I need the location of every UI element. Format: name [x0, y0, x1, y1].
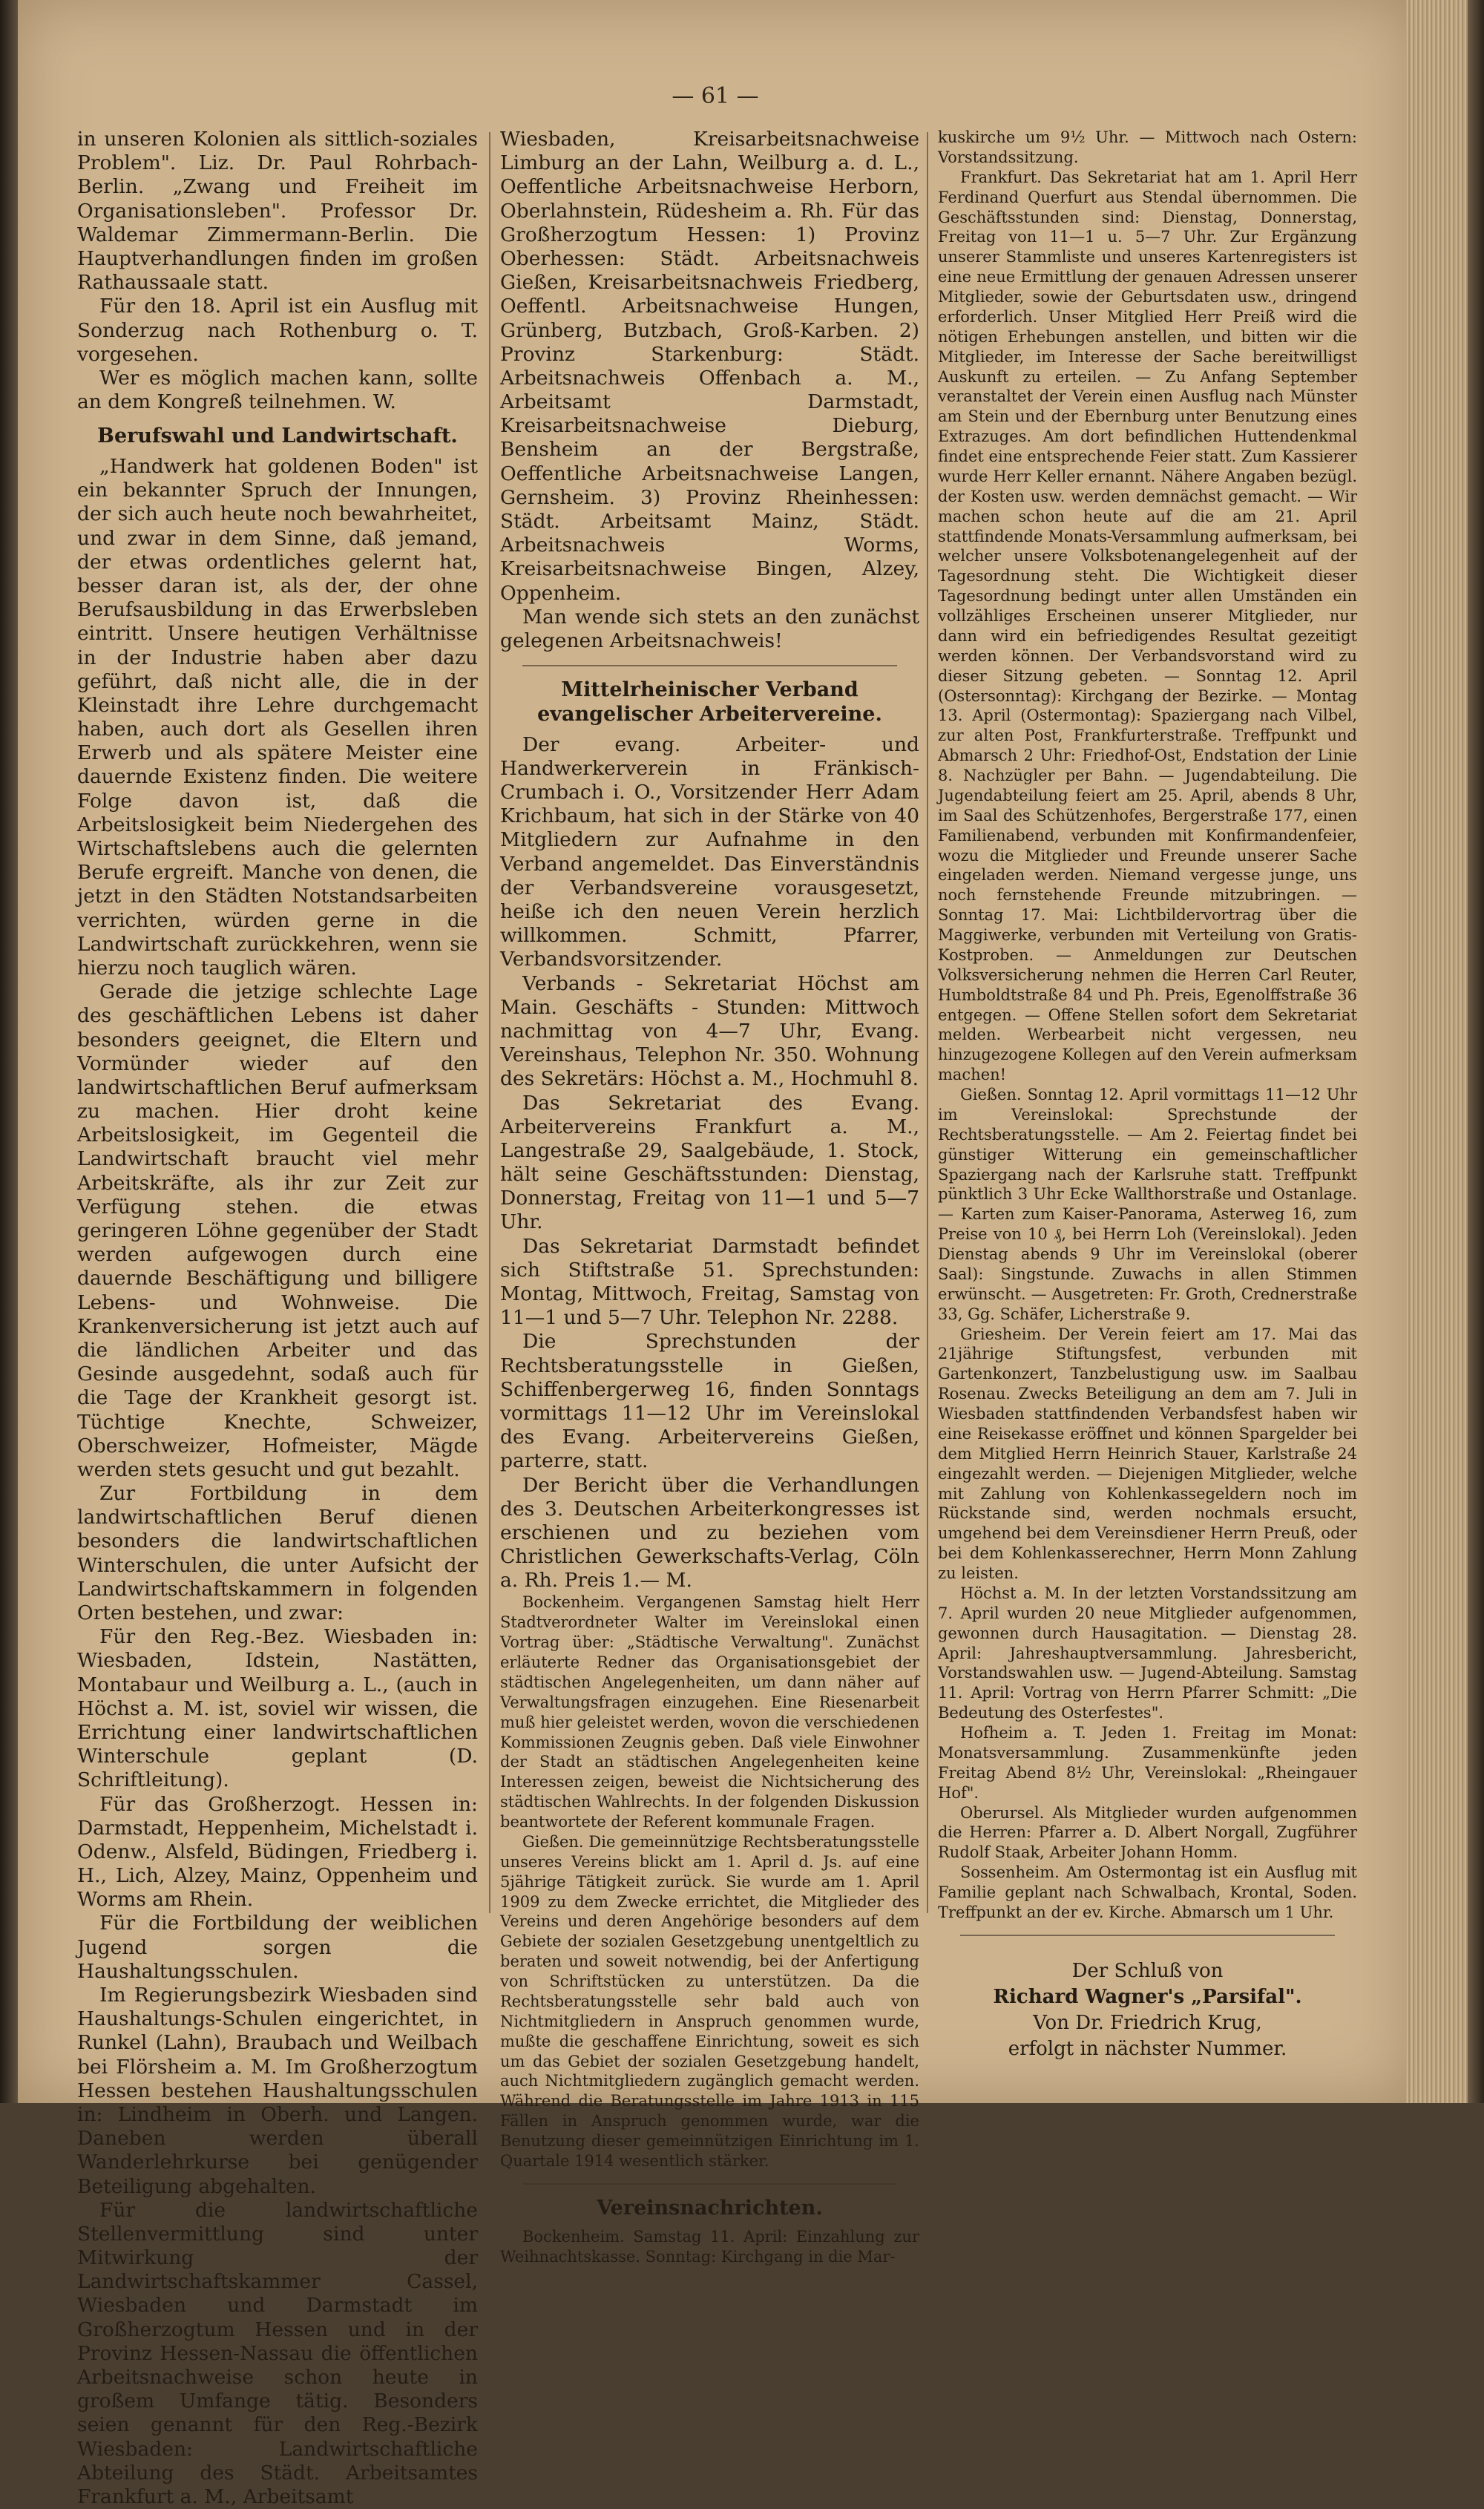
paragraph: Für die Fortbildung der weiblichen Jugend sorgen die Haushaltungsschulen.: [77, 1912, 478, 1983]
section-heading: Vereinsnachrichten.: [597, 2196, 823, 2220]
paragraph: Gerade die jetzige schlechte Lage des geschäftlichen Lebens ist daher besonders geeignet, die Eltern und Vormünder wieder auf den landwirtschaftlichen Beruf aufmerksam zu machen. Hier droht keine Arbeitslosigkeit, im Gegenteil die Landwirtschaft braucht viel mehr Arbeitskräfte, als ihr zur Zeit zur Verfügung stehen. die etwas geringeren Löhne gegenüber der Stadt werden aufgewogen durch eine dauernde Beschäftigung und billigere Lebens- und Wohnweise. Die Krankenversicherung ist jetzt auch auf die ländlichen Arbeiter und das Gesinde ausgedehnt, sodaß auch für die Tage der Krankheit gesorgt ist. Tüchtige Knechte, Schweizer, Oberschweizer, Hofmeister, Mägde werden stets gesucht und gut bezahlt.: [77, 980, 478, 1481]
paragraph: Bockenheim. Samstag 11. April: Einzahlung zur Weihnachtskasse. Sonntag: Kirchgang in die Mar-: [500, 2227, 919, 2266]
closing-line: Richard Wagner's „Parsifal".: [993, 1985, 1302, 2008]
paragraph: Frankfurt. Das Sekretariat hat am 1. April Herr Ferdinand Querfurt aus Stendal übernommen. Die Geschäftsstunden sind: Dienstag, Donnerstag, Freitag von 11—1 u. 5—7 Uhr. Zur Ergänzung unserer Stammliste und unseres Kartenregisters ist eine neue Ermittlung der genauen Adressen unserer Mitglieder, sowie der Geburtsdaten usw., dringend erforderlich. Unser Mitglied Herr Preiß wird die nötigen Erhebungen anstellen, und bitten wir die Mitglieder, im Interesse der Sache bereitwilligst Auskunft zu erteilen. — Zu Anfang September veranstaltet der Verein einen Ausflug nach Münster am Stein und der Ebernburg unter Benutzung eines Extrazuges. Am dort befindlichen Huttendenkmal findet eine entsprechende Feier statt. Zum Kassierer wurde Herr Keller ernannt. Nähere Angaben bezügl. der Kosten usw. werden demnächst gemacht. — Wir machen schon heute auf die am 21. April stattfindende Monats-Versammlung aufmerksam, bei welcher unsere Volksbotenangelegenheit auf der Tagesordnung steht. Die Wichtigkeit dieser Tagesordnung bedingt unter allen Umständen ein vollzähliges Erscheinen unserer Mitglieder, nur dann wird ein befriedigendes Resultat gezeitigt werden können. Der Verbandsvorstand wird zu dieser Sitzung gebeten. — Sonntag 12. April (Ostersonntag): Kirchgang der Bezirke. — Montag 13. April (Ostermontag): Spaziergang nach Vilbel, zur alten Post, Frankfurterstraße. Treffpunkt und Abmarsch 2 Uhr: Friedhof-Ost, Endstation der Linie 8. Nachzügler per Bahn. — Jugendabteilung. Die Jugendabteilung feiert am 25. April, abends 8 Uhr, im Saal des Schützenhofes, Bergerstraße 177, einen Familienabend, verbunden mit Konfirmandenfeier, wozu die Mitglieder und Freunde unserer Sache eingeladen werden. Niemand vergesse junge, uns noch fernstehende Freunde mitzubringen. — Sonntag 17. Mai: Lichtbildervortrag über die Maggiwerke, verbunden mit Verteilung von Gratis-Kostproben. — Anmeldungen zur Deutschen Volksversicherung nehmen die Herren Carl Reuter, Humboldtstraße 84 und Ph. Preis, Egenolffstraße 36 entgegen. — Offene Stellen sofort dem Sekretariat melden. Werbearbeit nicht vergessen, neu hinzugezogene Kollegen auf den Verein aufmerksam machen!: [938, 168, 1357, 1084]
closing-line: erfolgt in nächster Nummer.: [1008, 2038, 1287, 2061]
closing-line: Der Schluß von: [1071, 1959, 1224, 1982]
article-heading: Berufswahl und Landwirtschaft.: [97, 424, 458, 448]
paragraph: Wiesbaden, Kreisarbeitsnachweise Limburg an der Lahn, Weilburg a. d. L., Oeffentliche Arbeitsnachweise Herborn, Oberlahnstein, Rüdesheim a. Rh. Für das Großherzogtum Hessen: 1) Provinz Oberhessen: Städt. Arbeitsnachweis Gießen, Kreisarbeitsnachweis Friedberg, Oeffentl. Arbeitsnachweise Hungen, Grünberg, Butzbach, Groß-Karben. 2) Provinz Starkenburg: Städt. Arbeitsnachweis Offenbach a. M., Arbeitsamt Darmstadt, Kreisarbeitsnachweise Dieburg, Bensheim an der Bergstraße, Oeffentliche Arbeitsnachweise Langen, Gernsheim. 3) Provinz Rheinhessen: Städt. Arbeitsamt Mainz, Städt. Arbeitsnachweis Worms, Kreisarbeitsnachweise Bingen, Alzey, Oppenheim.: [500, 128, 919, 605]
paragraph: Das Sekretariat des Evang. Arbeitervereins Frankfurt a. M., Langestraße 29, Saalgebäude, 1. Stock, hält seine Geschäftsstunden: Dienstag, Donnerstag, Freitag von 11—1 und 5—7 Uhr.: [500, 1091, 919, 1234]
section-rule: [960, 1935, 1335, 1936]
paragraph: Für den Reg.-Bez. Wiesbaden in: Wiesbaden, Idstein, Nastätten, Montabaur und Weilburg a. L., (auch in Höchst a. M. ist, soviel wir wissen, die Errichtung einer landwirtschaftlichen Winterschule geplant (D. Schriftleitung).: [77, 1625, 478, 1792]
column-1: [77, 128, 478, 2509]
paragraph: Zur Fortbildung in dem landwirtschaftlichen Beruf dienen besonders die landwirtschaftlichen Winterschulen, die unter Aufsicht der Landwirtschaftskammern in folgenden Orten bestehen, und zwar:: [77, 1482, 478, 1625]
page-number: — 61 —: [672, 83, 759, 109]
paragraph: Im Regierungsbezirk Wiesbaden sind Haushaltungs-Schulen eingerichtet, in Runkel (Lahn), Braubach und Weilbach bei Flörsheim a. M. Im Großherzogtum Hessen bestehen Haushaltungsschulen in: Lindheim in Oberh. und Langen. Daneben werden überall Wanderlehrkurse bei genügender Beteiligung abgehalten.: [77, 1984, 478, 2198]
paragraph: Der evang. Arbeiter- und Handwerkerverein in Fränkisch-Crumbach i. O., Vorsitzender Herr Adam Krichbaum, hat sich in der Stärke von 40 Mitgliedern zur Aufnahme in den Verband angemeldet. Das Einverständnis der Verbandsvereine vorausgesetzt, heiße ich den neuen Verein herzlich willkommen. Schmitt, Pfarrer, Verbandsvorsitzender.: [500, 732, 919, 971]
article-heading: Mittelrheinischer Verband evangelischer Arbeitervereine.: [537, 678, 882, 726]
closing-line: Von Dr. Friedrich Krug,: [1033, 2011, 1262, 2034]
column-2: [500, 128, 919, 2266]
paragraph: „Handwerk hat goldenen Boden" ist ein bekannter Spruch der Innungen, der sich auch heute noch bewahrheitet, und zwar in dem Sinne, daß jemand, der etwas ordentliches gelernt hat, besser daran ist, als der, der ohne Berufsausbildung in das Erwerbsleben eintritt. Unsere heutigen Verhältnisse in der Industrie haben aber dazu geführt, daß nicht alle, die in der Kleinstadt ihre Lehre durchgemacht haben, auch dort als Gesellen ihren Erwerb und als spätere Meister eine dauernde Existenz finden. Die weitere Folge davon ist, daß die Arbeitslosigkeit beim Niedergehen des Wirtschaftslebens auch die gelernten Berufe ergreift. Manche von denen, die jetzt in den Städten Notstandsarbeiten verrichten, würden gerne in die Landwirtschaft zurückkehren, wenn sie hierzu noch tauglich wären.: [77, 455, 478, 980]
paragraph: Für den 18. April ist ein Ausflug mit Sonderzug nach Rothenburg o. T. vorgesehen.: [77, 295, 478, 366]
paragraph: Griesheim. Der Verein feiert am 17. Mai das 21jährige Stiftungsfest, verbunden mit Gartenkonzert, Tanzbelustigung usw. im Saalbau Rosenau. Zwecks Beteiligung an dem am 7. Juli in Wiesbaden stattfindenden Verbandsfest haben wir eine Reisekasse eröffnet und können Spargelder bei dem Mitglied Herrn Heinrich Stauer, Karlstraße 24 eingezahlt werden. — Diejenigen Mitglieder, welche mit Zahlung von Kohlenkassegeldern noch im Rückstande sind, werden nochmals ersucht, umgehend bei dem Vereinsdiener Herrn Preuß, oder bei dem Kohlenkasserechner, Herrn Monn Zahlung zu leisten.: [938, 1325, 1357, 1582]
paragraph: Gießen. Die gemeinnützige Rechtsberatungsstelle unseres Vereins blickt am 1. April d. Js. auf eine 5jährige Tätigkeit zurück. Sie wurde am 1. April 1909 zu dem Zwecke errichtet, die Mitglieder des Vereins und deren Angehörige besonders auf dem Gebiete der sozialen Gesetzgebung unentgeltlich zu beraten und soweit notwendig, bei der Anfertigung von Schriftstücken zu unterstützen. Da die Rechtsberatungsstelle sehr bald auch von Nichtmitgliedern in Anspruch genommen wurde, mußte die geschaffene Einrichtung, soweit es sich um das Gebiet der sozialen Gesetzgebung handelt, auch Nichtmitgliedern zugänglich gemacht werden. Während die Beratungsstelle im Jahre 1913 in 115 Fällen in Anspruch genommen wurde, war die Benutzung dieser gemeinnützigen Einrichtung im 1. Quartale 1914 wesentlich stärker.: [500, 1832, 919, 2170]
section-rule: [522, 2183, 897, 2185]
paragraph: Das Sekretariat Darmstadt befindet sich Stiftstraße 51. Sprechstunden: Montag, Mittwoch, Freitag, Samstag von 11—1 und 5—7 Uhr. Telephon Nr. 2288.: [500, 1234, 919, 1330]
newspaper-page: [18, 0, 1413, 2508]
paragraph: Für die landwirtschaftliche Stellenvermittlung sind unter Mitwirkung der Landwirtschaftskammer Cassel, Wiesbaden und Darmstadt im Großherzogtum Hessen und in der Provinz Hessen-Nassau die öffentlichen Arbeitsnachweise schon heute in großem Umfange tätig. Besonders seien genannt für den Reg.-Bezirk Wiesbaden: Landwirtschaftliche Abteilung des Städt. Arbeitsamtes Frankfurt a. M., Arbeitsamt: [77, 2198, 478, 2508]
paragraph: Gießen. Sonntag 12. April vormittags 11—12 Uhr im Vereinslokal: Sprechstunde der Rechtsberatungsstelle. — Am 2. Feiertag findet bei günstiger Witterung ein gemeinschaftlicher Spaziergang nach der Karlsruhe statt. Treffpunkt pünktlich 3 Uhr Ecke Wallthorstraße und Ostanlage. — Karten zum Kaiser-Panorama, Asterweg 16, zum Preise von 10 ₰, bei Herrn Loh (Vereinslokal). Jeden Dienstag abends 9 Uhr im Vereinslokal (oberer Saal): Singstunde. Zuwachs in allen Stimmen erwünscht. — Ausgetreten: Fr. Groth, Crednerstraße 33, Gg. Schäfer, Licherstraße 9.: [938, 1086, 1357, 1323]
paragraph: kuskirche um 9½ Uhr. — Mittwoch nach Ostern: Vorstandssitzung.: [938, 128, 1357, 166]
paragraph: in unseren Kolonien als sittlich-soziales Problem". Liz. Dr. Paul Rohrbach-Berlin. „Zwang und Freiheit im Organisationsleben". Professor Dr. Waldemar Zimmermann-Berlin. Die Hauptverhandlungen finden im großen Rathaussaale statt.: [77, 128, 478, 295]
paragraph: Für das Großherzogt. Hessen in: Darmstadt, Heppenheim, Michelstadt i. Odenw., Alsfeld, Büdingen, Friedberg i. H., Lich, Alzey, Mainz, Oppenheim und Worms am Rhein.: [77, 1792, 478, 1912]
paragraph: Sossenheim. Am Ostermontag ist ein Ausflug mit Familie geplant nach Schwalbach, Krontal, Soden. Treffpunkt an der ev. Kirche. Abmarsch um 1 Uhr.: [938, 1863, 1357, 1921]
paragraph: Verbands - Sekretariat Höchst am Main. Geschäfts - Stunden: Mittwoch nachmittag von 4—7 Uhr, Evang. Vereinshaus, Telephon Nr. 350. Wohnung des Sekretärs: Höchst a. M., Hochmuhl 8.: [500, 971, 919, 1091]
paragraph: Oberursel. Als Mitglieder wurden aufgenommen die Herren: Pfarrer a. D. Albert Norgall, Zugführer Rudolf Staak, Arbeiter Johann Homm.: [938, 1803, 1357, 1862]
paragraph: Höchst a. M. In der letzten Vorstandssitzung am 7. April wurden 20 neue Mitglieder aufgenommen, gewonnen durch Hausagitation. — Dienstag 28. April: Jahreshauptversammlung. Jahresbericht, Vorstandswahlen usw. — Jugend-Abteilung. Samstag 11. April: Vortrag von Herrn Pfarrer Schmitt: „Die Bedeutung des Osterfestes".: [938, 1584, 1357, 1722]
book-binding-right: [1468, 0, 1484, 2103]
column-divider: [489, 132, 490, 1913]
section-rule: [522, 665, 897, 666]
closing-notice: [938, 1958, 1357, 2062]
paragraph: Wer es möglich machen kann, sollte an dem Kongreß teilnehmen. W.: [77, 366, 478, 414]
column-divider: [927, 132, 928, 1913]
paragraph: Der Bericht über die Verhandlungen des 3. Deutschen Arbeiterkongresses ist erschienen und zu beziehen vom Christlichen Gewerkschafts-Verlag, Cöln a. Rh. Preis 1.— M.: [500, 1473, 919, 1593]
paragraph: Hofheim a. T. Jeden 1. Freitag im Monat: Monatsversammlung. Zusammenkünfte jeden Freitag Abend 8½ Uhr, Vereinslokal: „Rheingauer Hof".: [938, 1724, 1357, 1802]
column-3: [938, 128, 1357, 2062]
paragraph: Man wende sich stets an den zunächst gelegenen Arbeitsnachweis!: [500, 605, 919, 652]
paragraph: Bockenheim. Vergangenen Samstag hielt Herr Stadtverordneter Walter im Vereinslokal einen Vortrag über: „Städtische Verwaltung". Zunächst erläuterte Redner das Organisationsgebiet der städtischen Angelegenheiten, um dann näher auf Verwaltungsfragen einzugehen. Eine Riesenarbeit muß hier geleistet werden, wovon die verschiedenen Kommissionen Zeugnis geben. Daß viele Einwohner der Stadt an städtischen Angelegenheiten keine Interessen zeigen, beweist die Nichtsicherung des städtischen Wahlrechts. In der folgenden Diskussion beantwortete der Referent kommunale Fragen.: [500, 1593, 919, 1831]
paragraph: Die Sprechstunden der Rechtsberatungsstelle in Gießen, Schiffenbergerweg 16, finden Sonntags vormittags 11—12 Uhr im Vereinslokal des Evang. Arbeitervereins Gießen, parterre, statt.: [500, 1330, 919, 1473]
